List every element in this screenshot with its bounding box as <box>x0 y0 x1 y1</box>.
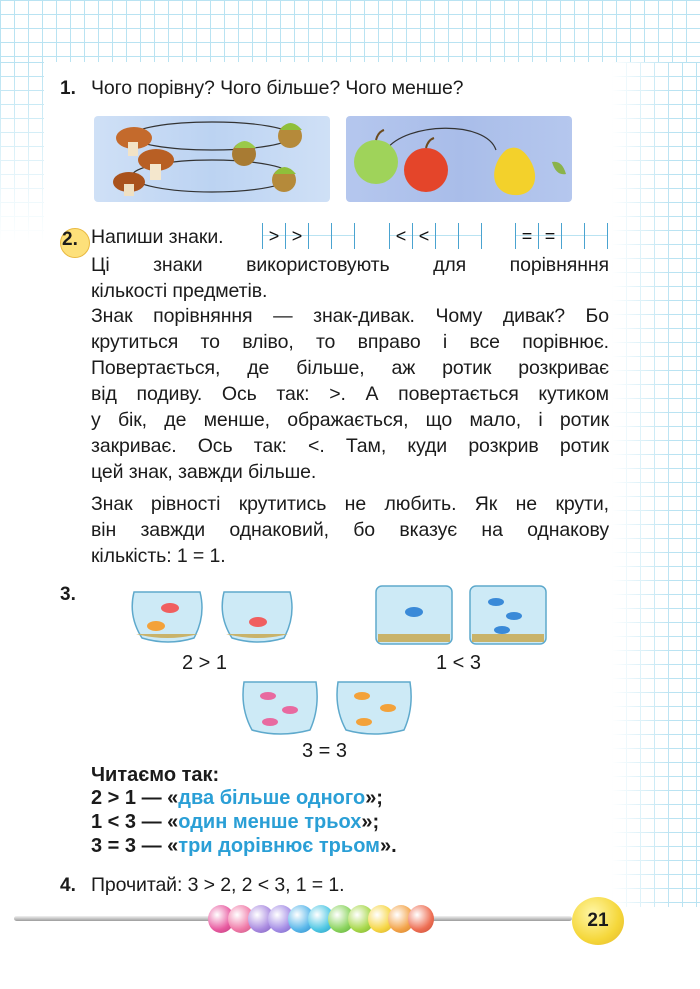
sign-cell[interactable] <box>584 223 608 249</box>
equation-3-eq-3: 3 = 3 <box>302 740 348 762</box>
sign-cell[interactable]: < <box>412 223 435 249</box>
read-prefix: 1 < 3 — « <box>91 811 179 833</box>
task-4-text: Прочитай: 3 > 2, 2 < 3, 1 = 1. <box>91 874 345 896</box>
task-2-para2-line: цей знак, завжди більше. <box>91 461 317 483</box>
sign-cell[interactable] <box>435 223 458 249</box>
task-2-para3-line: Знак рівності крутитись не любить. Як не крути, <box>91 493 609 515</box>
task-2-para3-line: він завжди однаковий, бо вказує на однакову <box>91 519 609 541</box>
task-2-header: Напиши знаки. <box>91 226 224 248</box>
task-2-para2-line: у бік, де менше, ображається, що мало, і ротик <box>91 409 609 431</box>
grid-right-fade <box>612 62 672 907</box>
read-prefix: 2 > 1 — « <box>91 787 179 809</box>
grid-left-fade <box>0 62 50 244</box>
sign-cells-less[interactable] <box>389 222 482 250</box>
read-suffix: »; <box>365 787 383 809</box>
task-3-number: 3. <box>60 584 76 605</box>
task-1-number: 1. <box>60 78 76 99</box>
read-line-1 <box>91 787 383 810</box>
apples-pear-illustration <box>346 116 572 202</box>
read-suffix: »; <box>361 811 380 833</box>
sign-cell[interactable] <box>458 223 482 249</box>
sign-cell[interactable]: > <box>285 223 308 249</box>
sign-cell[interactable]: = <box>538 223 561 249</box>
task-2-para2-line: крутиться то вліво, то вправо і все порівнює. <box>91 331 609 353</box>
task-2-line-1: Ці знаки використовують для порівняння <box>91 254 609 276</box>
read-line-2 <box>91 811 379 834</box>
task-2-para2-line: Повертається, де більше, аж ротик розкриває <box>91 357 609 379</box>
task-2-para2-line: закриває. Ось так: <. Там, куди розкрив ротик <box>91 435 609 457</box>
mushrooms-nuts-illustration <box>94 116 330 202</box>
abacus-bead <box>408 905 434 933</box>
read-quote: два більше одного <box>178 787 366 809</box>
read-title: Читаємо так: <box>91 764 220 786</box>
sign-cell[interactable] <box>308 223 331 249</box>
sign-cell[interactable] <box>331 223 355 249</box>
read-suffix: ». <box>379 835 397 857</box>
task-4-number: 4. <box>60 875 76 896</box>
apples-pear-icon <box>346 116 572 202</box>
tanks-one-three-icon <box>374 578 554 648</box>
sign-cells-equal[interactable] <box>515 222 608 250</box>
mushrooms-nuts-icon <box>94 116 330 202</box>
task-2-para2-line: від подиву. Ось так: >. А повертається кутиком <box>91 383 609 405</box>
sign-cell[interactable]: = <box>515 223 538 249</box>
equation-2-gt-1: 2 > 1 <box>182 652 228 674</box>
page-number: 21 <box>572 897 624 945</box>
task-2-para2-line: Знак порівняння — знак-дивак. Чому дивак? Бо <box>91 305 609 327</box>
task-2-line-2: кількості предметів. <box>91 280 268 302</box>
read-quote: три дорівнює трьом <box>178 835 380 857</box>
read-quote: один менше трьох <box>178 811 362 833</box>
task-1-question: Чого порівну? Чого більше? Чого менше? <box>91 77 464 99</box>
sign-cell[interactable]: > <box>262 223 285 249</box>
fishbowls-two-one-icon <box>128 582 308 646</box>
sign-cells-greater[interactable] <box>262 222 355 250</box>
equation-1-lt-3: 1 < 3 <box>436 652 482 674</box>
task-2-number: 2. <box>62 229 78 250</box>
read-prefix: 3 = 3 — « <box>91 835 179 857</box>
sign-cell[interactable] <box>561 223 584 249</box>
fishbowls-three-three-icon <box>240 672 420 738</box>
task-2-para3-line: кількість: 1 = 1. <box>91 545 226 567</box>
sign-cell[interactable]: < <box>389 223 412 249</box>
grid-header-background <box>0 0 700 62</box>
read-line-3 <box>91 835 397 858</box>
